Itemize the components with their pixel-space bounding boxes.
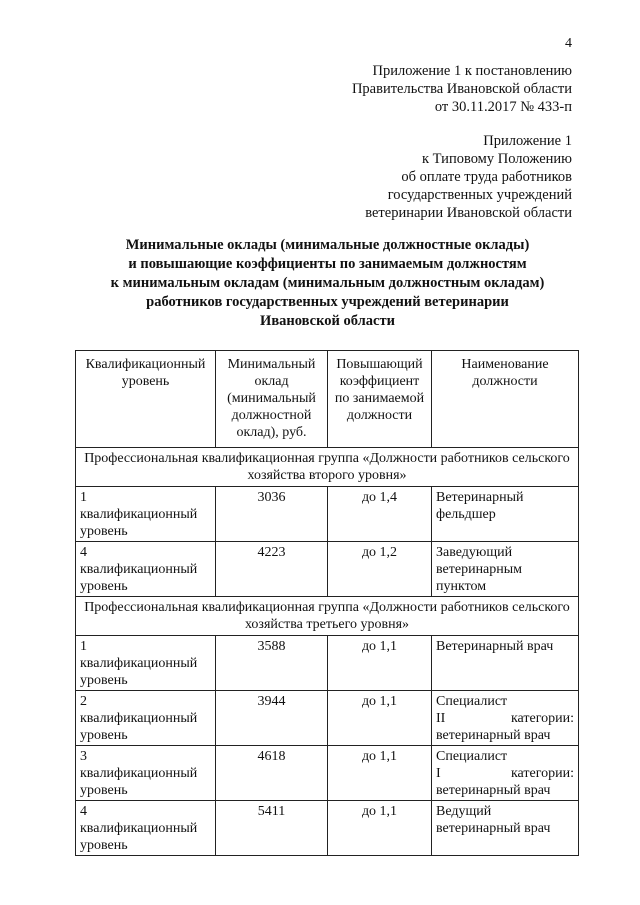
cell-position — [432, 746, 579, 801]
level-text: квалификационный уровень — [80, 711, 198, 743]
cell-level — [76, 801, 216, 856]
appendix-regulation-reference — [365, 132, 572, 222]
table-header-row — [76, 351, 579, 448]
page-number: 4 — [565, 36, 572, 51]
cell-salary: 3944 — [216, 691, 328, 746]
cell-coefficient: до 1,4 — [328, 487, 432, 542]
cell-position: Ведущий ветеринарный врач — [432, 801, 579, 856]
position-line: ветеринарный врач — [436, 783, 551, 798]
cell-coefficient: до 1,1 — [328, 746, 432, 801]
cell-level — [76, 746, 216, 801]
level-text: квалификационный уровень — [80, 821, 198, 853]
title-line: работников государственных учреждений ветеринарии — [146, 294, 509, 310]
table-row — [76, 746, 579, 801]
level-number: 4 — [80, 804, 87, 819]
appendix-resolution-reference — [352, 62, 572, 116]
header-coefficient: Повышающий коэффициент по занимаемой должности — [328, 351, 432, 448]
cell-position — [432, 691, 579, 746]
level-text: квалификационный уровень — [80, 507, 198, 539]
cell-salary: 4618 — [216, 746, 328, 801]
cell-salary: 3036 — [216, 487, 328, 542]
appendix-line: Приложение 1 к постановлению — [372, 63, 572, 79]
level-number: 4 — [80, 545, 87, 560]
level-number: 1 — [80, 490, 87, 505]
appendix-line: Правительства Ивановской области — [351, 81, 572, 97]
position-line: I категории: — [436, 766, 574, 781]
level-text: квалификационный уровень — [80, 656, 198, 688]
table-row — [76, 691, 579, 746]
title-line: к минимальным окладам (минимальным должностным окладам) — [110, 275, 545, 291]
cell-level — [76, 487, 216, 542]
appendix-line: ветеринарии Ивановской области — [365, 205, 572, 221]
cell-coefficient: до 1,1 — [328, 801, 432, 856]
level-number: 3 — [80, 749, 87, 764]
position-line: Специалист — [436, 749, 508, 764]
appendix-line: государственных учреждений — [387, 187, 572, 203]
cell-salary: 4223 — [216, 542, 328, 597]
position-line: Специалист — [436, 694, 508, 709]
title-line: Ивановской области — [260, 313, 395, 329]
header-qualification-level: Квалификационный уровень — [76, 351, 216, 448]
cell-coefficient: до 1,1 — [328, 691, 432, 746]
group-header-row — [76, 448, 579, 487]
level-number: 1 — [80, 639, 87, 654]
appendix-line: к Типовому Положению — [422, 151, 572, 167]
table-row — [76, 636, 579, 691]
position-line: II категории: — [436, 711, 574, 726]
level-text: квалификационный уровень — [80, 766, 198, 798]
cell-level — [76, 636, 216, 691]
level-number: 2 — [80, 694, 87, 709]
appendix-line: Приложение 1 — [483, 133, 572, 149]
level-text: квалификационный уровень — [80, 562, 198, 594]
appendix-line: об оплате труда работников — [401, 169, 572, 185]
cell-coefficient: до 1,2 — [328, 542, 432, 597]
group-title: Профессиональная квалификационная группа «Должности работников сельского хозяйства третьего уровня» — [76, 597, 579, 636]
title-line: и повышающие коэффициенты по занимаемым должностям — [128, 256, 527, 272]
cell-coefficient: до 1,1 — [328, 636, 432, 691]
header-position-name: Наименование должности — [432, 351, 579, 448]
table-row — [76, 487, 579, 542]
cell-level — [76, 691, 216, 746]
group-header-row — [76, 597, 579, 636]
table-row — [76, 542, 579, 597]
document-title — [70, 236, 585, 331]
table-row — [76, 801, 579, 856]
position-line: ветеринарный врач — [436, 728, 551, 743]
title-line: Минимальные оклады (минимальные должностные оклады) — [125, 237, 530, 253]
appendix-line: от 30.11.2017 № 433-п — [434, 99, 572, 115]
cell-salary: 5411 — [216, 801, 328, 856]
cell-level — [76, 542, 216, 597]
cell-position: Ветеринарный врач — [432, 636, 579, 691]
cell-position: Ветеринарный фельдшер — [432, 487, 579, 542]
group-title: Профессиональная квалификационная группа «Должности работников сельского хозяйства второго уровня» — [76, 448, 579, 487]
cell-salary: 3588 — [216, 636, 328, 691]
cell-position: Заведующий ветеринарным пунктом — [432, 542, 579, 597]
header-minimum-salary: Минимальный оклад (минимальный должностной оклад), руб. — [216, 351, 328, 448]
salary-table — [75, 350, 579, 856]
